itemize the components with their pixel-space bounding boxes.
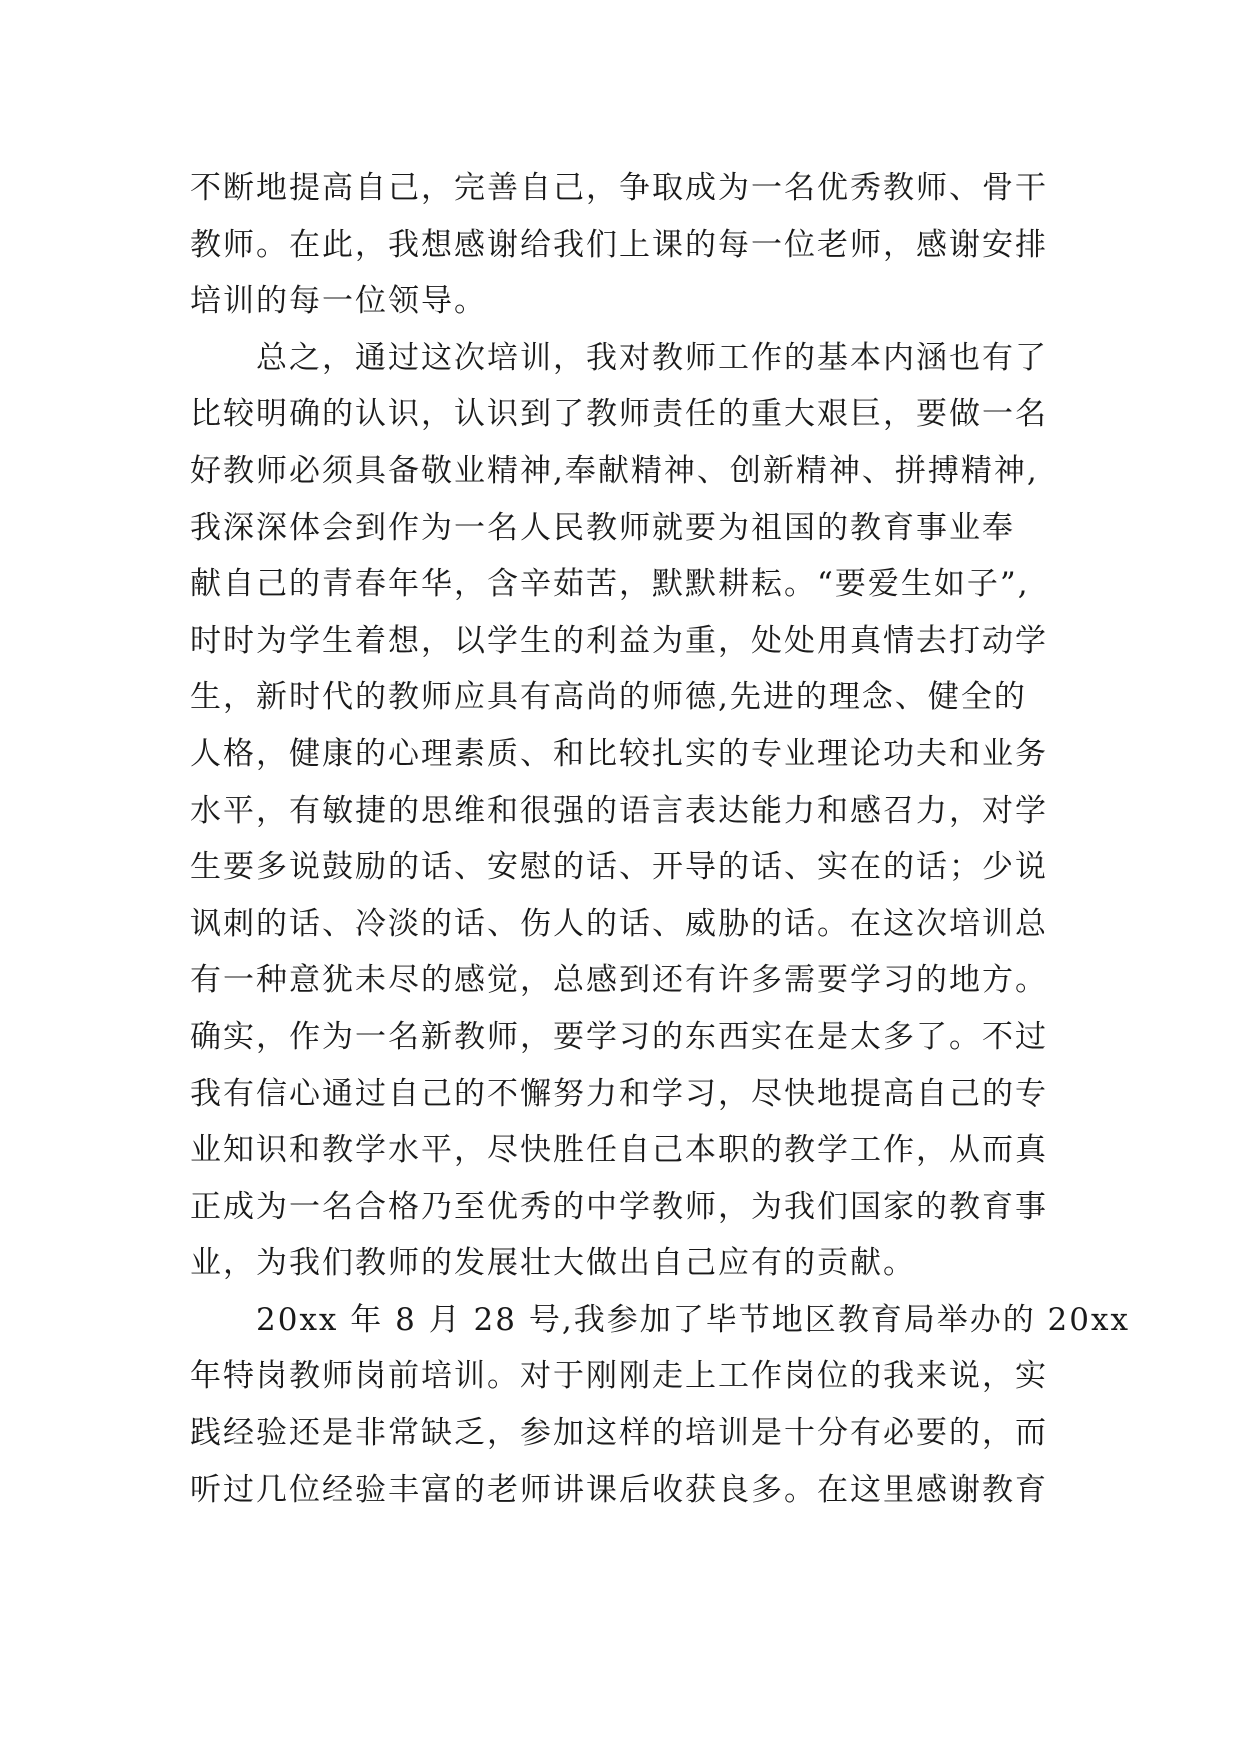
- text-line-20: 业，为我们教师的发展壮大做出自己应有的贡献。: [190, 1245, 916, 1282]
- document-body: [190, 160, 1130, 1518]
- text-line-15: 有一种意犹未尽的感觉，总感到还有许多需要学习的地方。: [190, 962, 1048, 999]
- text-line-5: 比较明确的认识，认识到了教师责任的重大艰巨，要做一名: [190, 396, 1048, 433]
- paragraph-start-line: 20xx 年 8 月 28 号,我参加了毕节地区教育局举办的 20xx: [256, 1301, 1130, 1338]
- text-line-9: 时时为学生着想，以学生的利益为重，处处用真情去打动学: [190, 622, 1048, 659]
- text-line-14: 讽刺的话、冷淡的话、伤人的话、威胁的话。在这次培训总: [190, 905, 1048, 942]
- text-line-8: 献自己的青春年华，含辛茹苦，默默耕耘。“要爱生如子”,: [190, 566, 1030, 603]
- text-line-13: 生要多说鼓励的话、安慰的话、开导的话、实在的话；少说: [190, 849, 1048, 886]
- text-line-17: 我有信心通过自己的不懈努力和学习，尽快地提高自己的专: [190, 1075, 1048, 1112]
- text-line-18: 业知识和教学水平，尽快胜任自己本职的教学工作，从而真: [190, 1132, 1048, 1169]
- text-line-19: 正成为一名合格乃至优秀的中学教师，为我们国家的教育事: [190, 1188, 1048, 1225]
- text-line-24: 听过几位经验丰富的老师讲课后收获良多。在这里感谢教育: [190, 1471, 1048, 1508]
- text-line-16: 确实，作为一名新教师，要学习的东西实在是太多了。不过: [190, 1018, 1048, 1055]
- text-line-7: 我深深体会到作为一名人民教师就要为祖国的教育事业奉: [190, 509, 1015, 546]
- text-line-6: 好教师必须具备敬业精神,奉献精神、创新精神、拼搏精神,: [190, 452, 1039, 489]
- text-line-11: 人格，健康的心理素质、和比较扎实的专业理论功夫和业务: [190, 735, 1048, 772]
- text-line-22: 年特岗教师岗前培训。对于刚刚走上工作岗位的我来说，实: [190, 1358, 1048, 1395]
- text-line-12: 水平，有敏捷的思维和很强的语言表达能力和感召力，对学: [190, 792, 1048, 829]
- paragraph-start-line: 总之，通过这次培训，我对教师工作的基本内涵也有了: [256, 339, 1048, 376]
- text-line-10: 生，新时代的教师应具有高尚的师德,先进的理念、健全的: [190, 679, 1027, 716]
- text-line-2: 教师。在此，我想感谢给我们上课的每一位老师，感谢安排: [190, 226, 1048, 263]
- text-line-1: 不断地提高自己，完善自己，争取成为一名优秀教师、骨干: [190, 170, 1048, 206]
- text-line-23: 践经验还是非常缺乏，参加这样的培训是十分有必要的，而: [190, 1415, 1048, 1452]
- text-line-3: 培训的每一位领导。: [190, 283, 487, 320]
